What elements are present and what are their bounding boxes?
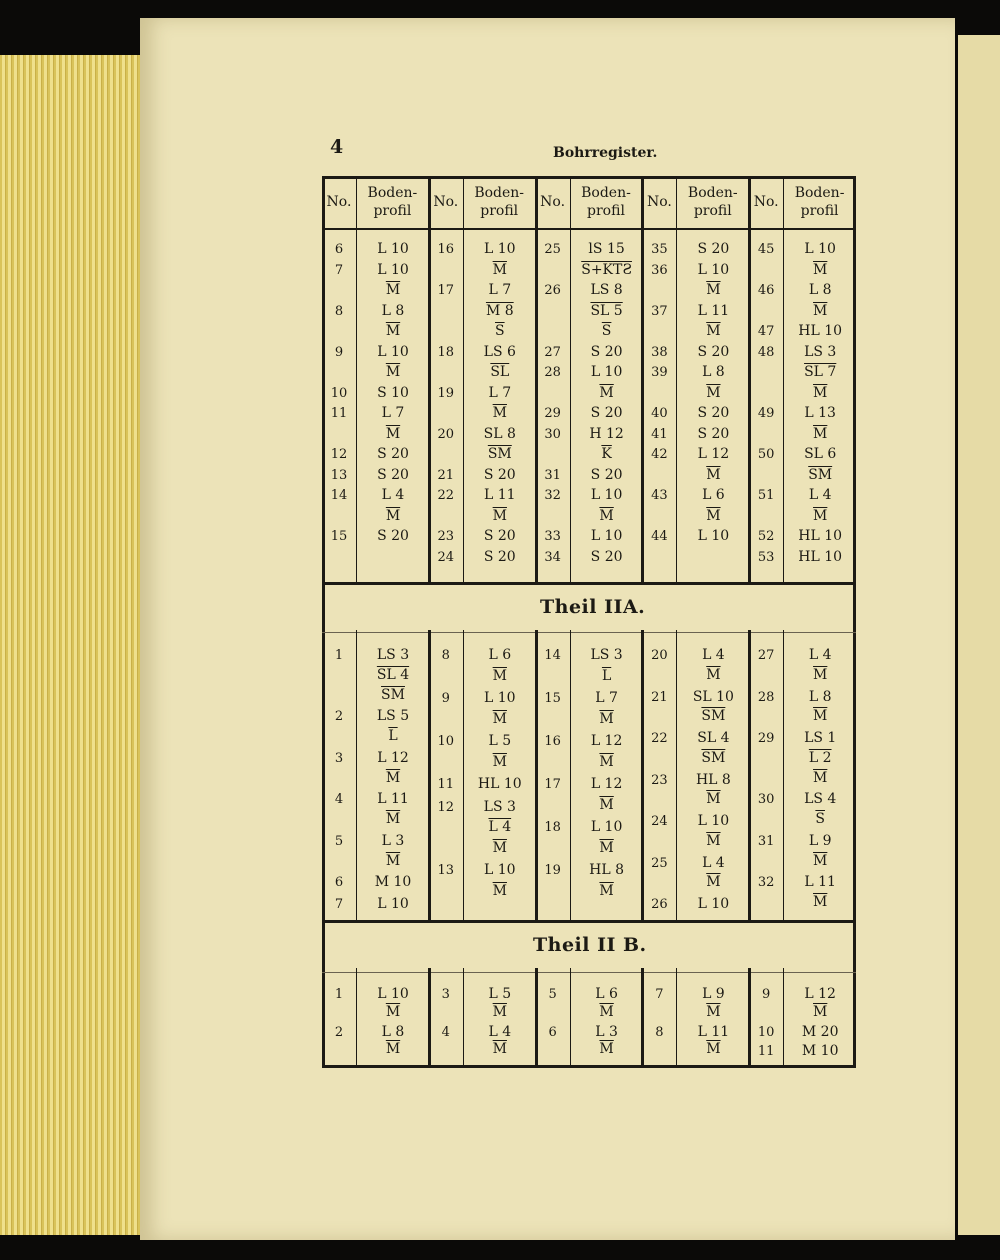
profile-value: $\overline{S}$ bbox=[815, 811, 825, 828]
profile-value: $\overline{M}$ bbox=[706, 282, 721, 298]
profile-value: L 10 bbox=[377, 343, 409, 360]
no-divider bbox=[356, 176, 357, 582]
profile-value: $\overline{M}$ bbox=[492, 1041, 507, 1058]
record-number: 6 bbox=[548, 1024, 557, 1040]
profile-value: $\overline{L}$ bbox=[388, 728, 398, 745]
record-number: 23 bbox=[651, 772, 668, 788]
profile-value: S 20 bbox=[590, 548, 623, 565]
record-number: 8 bbox=[655, 1024, 664, 1040]
column-divider bbox=[535, 968, 538, 1068]
profile-value: $\overline{M}$ bbox=[385, 282, 401, 298]
record-number: 31 bbox=[757, 833, 775, 849]
section-divider bbox=[322, 632, 856, 633]
record-number: 6 bbox=[334, 875, 344, 891]
profile-value: L 8 bbox=[381, 1023, 405, 1040]
profile-value: L 4 bbox=[702, 854, 725, 871]
profile-value: L 13 bbox=[804, 405, 836, 421]
profile-value: SL 4 bbox=[697, 730, 730, 747]
profile-value: $\overline{SM}$ bbox=[487, 446, 512, 462]
profile-value: S 20 bbox=[697, 241, 730, 257]
profile-value: $\overline{M}$ bbox=[599, 1041, 614, 1058]
record-number: 19 bbox=[544, 863, 561, 878]
record-number: 28 bbox=[544, 365, 561, 380]
profile-value: $\overline{M}$ bbox=[813, 302, 828, 319]
record-number: 9 bbox=[441, 691, 450, 706]
record-number: 48 bbox=[757, 344, 775, 360]
record-number: 51 bbox=[757, 488, 775, 503]
profile-value: $\overline{M}$ bbox=[599, 384, 614, 401]
record-number: 9 bbox=[334, 344, 344, 360]
record-number: 39 bbox=[651, 365, 668, 380]
record-number: 30 bbox=[757, 792, 775, 808]
record-number: 46 bbox=[757, 283, 775, 298]
profile-value: $\overline{M}$ bbox=[813, 1003, 828, 1020]
record-number: 32 bbox=[544, 488, 561, 503]
profile-value: L 10 bbox=[484, 241, 516, 257]
record-number: 12 bbox=[437, 799, 455, 815]
record-number: 38 bbox=[651, 344, 668, 360]
profile-value: $\overline{M}$ bbox=[492, 1003, 507, 1020]
no-divider bbox=[463, 968, 464, 1068]
profile-value: L 12 bbox=[590, 776, 623, 792]
profile-value: L 11 bbox=[804, 874, 836, 891]
profile-value: LS 5 bbox=[376, 708, 410, 725]
profile-value: SL 6 bbox=[804, 446, 837, 462]
header-no: No. bbox=[326, 194, 352, 210]
section-divider bbox=[322, 582, 856, 585]
profile-value: L 12 bbox=[697, 446, 730, 462]
profile-value: S 20 bbox=[377, 466, 409, 483]
record-number: 52 bbox=[757, 529, 775, 544]
profile-value: S 20 bbox=[377, 446, 409, 462]
column-divider bbox=[428, 176, 431, 582]
profile-value: L 3 bbox=[381, 832, 405, 849]
record-number: 11 bbox=[757, 1044, 775, 1060]
profile-value: $\overline{M}$ bbox=[385, 852, 401, 869]
record-number: 7 bbox=[334, 897, 344, 913]
record-number: 13 bbox=[437, 863, 455, 878]
no-divider bbox=[356, 630, 357, 920]
profile-value: S 20 bbox=[590, 466, 623, 483]
record-number: 10 bbox=[757, 1024, 775, 1040]
profile-value: $\overline{M}$ bbox=[492, 753, 507, 770]
profile-value: L 10 bbox=[484, 690, 516, 706]
profile-value: $\overline{M}$ bbox=[813, 425, 828, 442]
profile-value: $\overline{M}$ bbox=[813, 261, 828, 278]
section-divider bbox=[322, 920, 856, 923]
profile-value: S 20 bbox=[377, 528, 409, 544]
record-number: 23 bbox=[437, 529, 455, 544]
section-title: Theil II B. bbox=[533, 934, 647, 956]
record-number: 44 bbox=[651, 529, 668, 544]
profile-value: L 12 bbox=[377, 749, 409, 766]
no-divider bbox=[676, 968, 677, 1068]
no-divider bbox=[570, 176, 571, 582]
no-divider bbox=[676, 630, 677, 920]
record-number: 26 bbox=[544, 283, 561, 298]
header-profile: Boden- profil bbox=[687, 185, 738, 219]
profile-value: L 8 bbox=[702, 364, 725, 380]
page-edges bbox=[0, 55, 160, 1235]
record-number: 10 bbox=[437, 734, 455, 749]
no-divider bbox=[463, 630, 464, 920]
profile-value: lS 15 bbox=[588, 241, 625, 257]
record-number: 37 bbox=[651, 303, 668, 319]
profile-value: SL 4 bbox=[376, 666, 410, 683]
record-number: 13 bbox=[330, 467, 348, 483]
profile-value: SL 7 bbox=[804, 364, 837, 380]
profile-value: SL 5 bbox=[590, 302, 623, 319]
profile-value: L 7 bbox=[488, 282, 512, 298]
record-number: 24 bbox=[651, 814, 668, 830]
record-number: 47 bbox=[757, 324, 775, 339]
record-number: 27 bbox=[544, 344, 561, 360]
profile-value: L 6 bbox=[702, 487, 725, 503]
profile-value: L 10 bbox=[377, 261, 409, 278]
record-number: 32 bbox=[757, 875, 775, 891]
record-number: 1 bbox=[334, 648, 344, 663]
profile-value: L 10 bbox=[377, 986, 409, 1002]
record-number: 2 bbox=[334, 1024, 344, 1040]
profile-value: $\overline{M}$ bbox=[813, 708, 828, 725]
profile-value: L 10 bbox=[590, 819, 623, 835]
profile-value: L 7 bbox=[488, 384, 512, 401]
record-number: 7 bbox=[655, 987, 664, 1002]
profile-value: L 10 bbox=[377, 896, 409, 913]
profile-value: $\overline{L}$ bbox=[601, 667, 612, 684]
profile-value: $\overline{S}$ bbox=[495, 323, 505, 339]
record-number: 35 bbox=[651, 242, 668, 257]
profile-value: S 20 bbox=[697, 425, 730, 442]
profile-value: $\overline{M}$ bbox=[706, 791, 721, 808]
record-number: 21 bbox=[651, 689, 668, 705]
record-number: 17 bbox=[544, 777, 561, 792]
profile-value: $\overline{M}$ bbox=[706, 507, 721, 524]
record-number: 6 bbox=[334, 242, 344, 257]
profile-value: $\overline{M}$ bbox=[813, 507, 828, 524]
profile-value: LS 4 bbox=[804, 791, 837, 808]
profile-value: LS 3 bbox=[483, 798, 516, 815]
profile-value: L 6 bbox=[488, 647, 512, 663]
profile-value: L 11 bbox=[484, 487, 516, 503]
profile-value: L 8 bbox=[381, 302, 405, 319]
profile-value: $\overline{M}$ bbox=[492, 261, 507, 278]
profile-value: $\overline{M}$ bbox=[599, 753, 614, 770]
profile-value: LS 8 bbox=[590, 282, 623, 298]
profile-value: L 4 bbox=[488, 1023, 512, 1040]
profile-value: HL 8 bbox=[589, 862, 625, 878]
profile-value: L 10 bbox=[377, 241, 409, 257]
record-number: 30 bbox=[544, 426, 561, 442]
column-divider bbox=[641, 968, 644, 1068]
record-number: 49 bbox=[757, 406, 775, 421]
profile-value: $\overline{M}$ bbox=[706, 323, 721, 339]
profile-value: $\overline{M}$ bbox=[706, 666, 721, 683]
profile-value: L 10 bbox=[697, 261, 730, 278]
header-profile: Boden- profil bbox=[794, 185, 845, 219]
no-divider bbox=[356, 968, 357, 1068]
record-number: 16 bbox=[544, 734, 561, 749]
record-number: 22 bbox=[651, 731, 668, 747]
profile-value: HL 10 bbox=[798, 548, 843, 565]
record-number: 24 bbox=[437, 549, 455, 565]
profile-value: $\overline{SM}$ bbox=[808, 466, 833, 483]
record-number: 29 bbox=[757, 731, 775, 747]
profile-value: HL 10 bbox=[798, 528, 843, 544]
record-number: 20 bbox=[437, 426, 455, 442]
profile-value: L 4 bbox=[808, 487, 832, 503]
no-divider bbox=[783, 968, 784, 1068]
profile-value: SL 10 bbox=[692, 688, 734, 705]
profile-value: $\overline{M}$ bbox=[706, 874, 721, 891]
profile-value: $\overline{M}$ bbox=[599, 882, 614, 899]
profile-value: S 20 bbox=[590, 405, 623, 421]
profile-value: HL 8 bbox=[695, 771, 731, 788]
record-number: 4 bbox=[441, 1024, 450, 1040]
column-divider bbox=[748, 176, 751, 582]
profile-value: $\overline{M}$ bbox=[492, 882, 507, 899]
profile-value: S 20 bbox=[483, 528, 516, 544]
header-no: No. bbox=[540, 194, 566, 210]
record-number: 29 bbox=[544, 406, 561, 421]
profile-value: $\overline{M}$ bbox=[813, 666, 828, 683]
profile-value: $\overline{SM}$ bbox=[701, 749, 726, 766]
record-number: 5 bbox=[548, 987, 557, 1002]
profile-value: L 12 bbox=[804, 986, 836, 1002]
record-number: 17 bbox=[437, 283, 455, 298]
record-number: 18 bbox=[544, 820, 561, 835]
profile-value: HL 10 bbox=[798, 323, 843, 339]
profile-value: L 10 bbox=[590, 364, 623, 380]
profile-value: L 2 bbox=[808, 749, 832, 766]
record-number: 2 bbox=[334, 709, 344, 725]
no-divider bbox=[783, 630, 784, 920]
profile-value: L 4 bbox=[381, 487, 405, 503]
record-number: 43 bbox=[651, 488, 668, 503]
record-number: 4 bbox=[334, 792, 344, 808]
record-number: 21 bbox=[437, 467, 455, 483]
profile-value: L 8 bbox=[808, 282, 832, 298]
profile-value: $\overline{M}$ bbox=[813, 769, 828, 786]
record-number: 11 bbox=[437, 777, 455, 792]
record-number: 40 bbox=[651, 406, 668, 421]
profile-value: S+KTƧ bbox=[581, 261, 632, 278]
record-number: 18 bbox=[437, 344, 455, 360]
profile-value: $\overline{SM}$ bbox=[701, 708, 726, 725]
record-number: 36 bbox=[651, 262, 668, 278]
record-number: 8 bbox=[441, 648, 450, 663]
record-number: 9 bbox=[762, 987, 771, 1002]
profile-value: S 20 bbox=[697, 343, 730, 360]
profile-value: $\overline{M}$ bbox=[706, 1041, 721, 1058]
profile-value: $\overline{M}$ bbox=[599, 710, 614, 727]
profile-value: S 20 bbox=[483, 466, 516, 483]
profile-value: $\overline{M}$ bbox=[706, 466, 721, 483]
record-number: 25 bbox=[651, 855, 668, 871]
profile-value: L 11 bbox=[377, 791, 409, 808]
record-number: 31 bbox=[544, 467, 561, 483]
profile-value: $\overline{M}$ bbox=[385, 507, 401, 524]
profile-value: L 5 bbox=[488, 733, 512, 749]
profile-value: $\overline{M}$ bbox=[706, 384, 721, 401]
profile-value: L 4 bbox=[488, 819, 512, 835]
profile-value: $\overline{M}$ bbox=[385, 425, 401, 442]
record-number: 3 bbox=[334, 750, 344, 766]
profile-value: M 20 bbox=[801, 1023, 839, 1040]
profile-value: L 6 bbox=[595, 986, 618, 1002]
profile-value: LS 6 bbox=[483, 343, 516, 360]
record-number: 50 bbox=[757, 447, 775, 462]
profile-value: $\overline{M}$ bbox=[492, 405, 507, 421]
record-number: 22 bbox=[437, 488, 455, 503]
record-number: 14 bbox=[544, 648, 561, 663]
profile-value: L 10 bbox=[697, 813, 730, 830]
column-divider bbox=[428, 968, 431, 1068]
profile-value: L 10 bbox=[484, 862, 516, 878]
profile-value: SL 8 bbox=[483, 425, 516, 442]
record-number: 34 bbox=[544, 549, 561, 565]
profile-value: $\overline{M}$ bbox=[492, 839, 507, 856]
section-divider bbox=[322, 972, 856, 973]
profile-value: $\overline{M}$ bbox=[385, 1041, 401, 1058]
record-number: 8 bbox=[334, 303, 344, 319]
profile-value: $\overline{M}$ bbox=[492, 507, 507, 524]
record-number: 3 bbox=[441, 987, 450, 1002]
profile-value: M 10 bbox=[801, 1043, 839, 1060]
profile-value: $\overline{M}$ bbox=[385, 769, 401, 786]
profile-value: $\overline{M}$ bbox=[706, 1003, 721, 1020]
no-divider bbox=[783, 176, 784, 582]
profile-value: $\overline{M}$ bbox=[813, 852, 828, 869]
profile-value: L 9 bbox=[808, 832, 832, 849]
profile-value: LS 3 bbox=[804, 343, 837, 360]
profile-value: LS 3 bbox=[376, 647, 410, 663]
record-number: 15 bbox=[330, 529, 348, 544]
profile-value: L 7 bbox=[381, 405, 405, 421]
record-number: 41 bbox=[651, 426, 668, 442]
profile-value: $\overline{M}$ bbox=[385, 1003, 401, 1020]
running-title: Bohrregister. bbox=[553, 145, 658, 161]
profile-value: S 20 bbox=[590, 343, 623, 360]
profile-value: S 10 bbox=[377, 384, 409, 401]
profile-value: $\overline{M}$ bbox=[492, 667, 507, 684]
profile-value: L 10 bbox=[590, 487, 623, 503]
record-number: 1 bbox=[334, 987, 344, 1002]
profile-value: L 11 bbox=[697, 1023, 730, 1040]
record-number: 27 bbox=[757, 648, 775, 663]
record-number: 7 bbox=[334, 262, 344, 278]
header-divider bbox=[322, 228, 856, 230]
no-divider bbox=[676, 176, 677, 582]
profile-value: L 12 bbox=[590, 733, 623, 749]
record-number: 10 bbox=[330, 385, 348, 401]
profile-value: H 12 bbox=[589, 425, 624, 442]
header-no: No. bbox=[433, 194, 459, 210]
record-number: 16 bbox=[437, 242, 455, 257]
profile-value: $\overline{M}$ bbox=[385, 323, 401, 339]
profile-value: $\overline{M}$ bbox=[385, 811, 401, 828]
profile-value: HL 10 bbox=[477, 776, 522, 792]
record-number: 5 bbox=[334, 833, 344, 849]
profile-value: S 20 bbox=[483, 548, 516, 565]
profile-value: $\overline{M}$ bbox=[599, 1003, 614, 1020]
profile-value: S 20 bbox=[697, 405, 730, 421]
record-number: 53 bbox=[757, 549, 775, 565]
profile-value: $\overline{M}$ bbox=[813, 894, 828, 911]
profile-value: $\overline{M}$ bbox=[813, 384, 828, 401]
header-profile: Boden- profil bbox=[581, 185, 631, 219]
profile-value: $\overline{M}$ bbox=[492, 710, 507, 727]
record-number: 33 bbox=[544, 529, 561, 544]
profile-value: L 10 bbox=[697, 528, 730, 544]
profile-value: L 8 bbox=[808, 688, 832, 705]
profile-value: L 4 bbox=[702, 647, 725, 663]
profile-value: $\overline{M}$ bbox=[599, 507, 614, 524]
record-number: 15 bbox=[544, 691, 561, 706]
profile-value: L 7 bbox=[595, 690, 618, 706]
record-number: 28 bbox=[757, 689, 775, 705]
profile-value: $\overline{M}$ bbox=[599, 839, 614, 856]
profile-value: M 8 bbox=[485, 302, 514, 319]
header-no: No. bbox=[646, 194, 672, 210]
record-number: 11 bbox=[330, 406, 348, 421]
profile-value: $\overline{M}$ bbox=[385, 364, 401, 380]
no-divider bbox=[570, 968, 571, 1068]
record-number: 12 bbox=[330, 447, 348, 462]
record-number: 25 bbox=[544, 242, 561, 257]
header-no: No. bbox=[753, 194, 779, 210]
profile-value: M 10 bbox=[374, 874, 412, 891]
profile-value: $\overline{SL}$ bbox=[490, 364, 510, 380]
record-number: 42 bbox=[651, 447, 668, 462]
profile-value: LS 3 bbox=[590, 647, 623, 663]
profile-value: $\overline{M}$ bbox=[599, 796, 614, 813]
profile-value: L 11 bbox=[697, 302, 730, 319]
profile-value: $\overline{K}$ bbox=[601, 446, 612, 462]
profile-value: L 10 bbox=[697, 896, 730, 913]
profile-value: L 10 bbox=[804, 241, 836, 257]
profile-value: L 5 bbox=[488, 986, 512, 1002]
header-profile: Boden- profil bbox=[367, 185, 418, 219]
header-profile: Boden- profil bbox=[474, 185, 525, 219]
record-number: 26 bbox=[651, 897, 668, 913]
no-divider bbox=[463, 176, 464, 582]
section-title: Theil IIA. bbox=[540, 596, 646, 618]
profile-value: L 4 bbox=[808, 647, 832, 663]
page-number: 4 bbox=[330, 136, 344, 158]
profile-value: LS 1 bbox=[804, 730, 837, 747]
profile-value: L 9 bbox=[702, 986, 725, 1002]
no-divider bbox=[570, 630, 571, 920]
profile-value: $\overline{S}$ bbox=[601, 323, 612, 339]
profile-value: L 10 bbox=[590, 528, 623, 544]
profile-value: $\overline{SM}$ bbox=[381, 686, 405, 703]
record-number: 20 bbox=[651, 648, 668, 663]
facing-page-edge bbox=[958, 35, 1000, 1235]
record-number: 19 bbox=[437, 385, 455, 401]
record-number: 14 bbox=[330, 488, 348, 503]
record-number: 45 bbox=[757, 242, 775, 257]
profile-value: $\overline{M}$ bbox=[706, 832, 721, 849]
profile-value: L 3 bbox=[595, 1023, 618, 1040]
